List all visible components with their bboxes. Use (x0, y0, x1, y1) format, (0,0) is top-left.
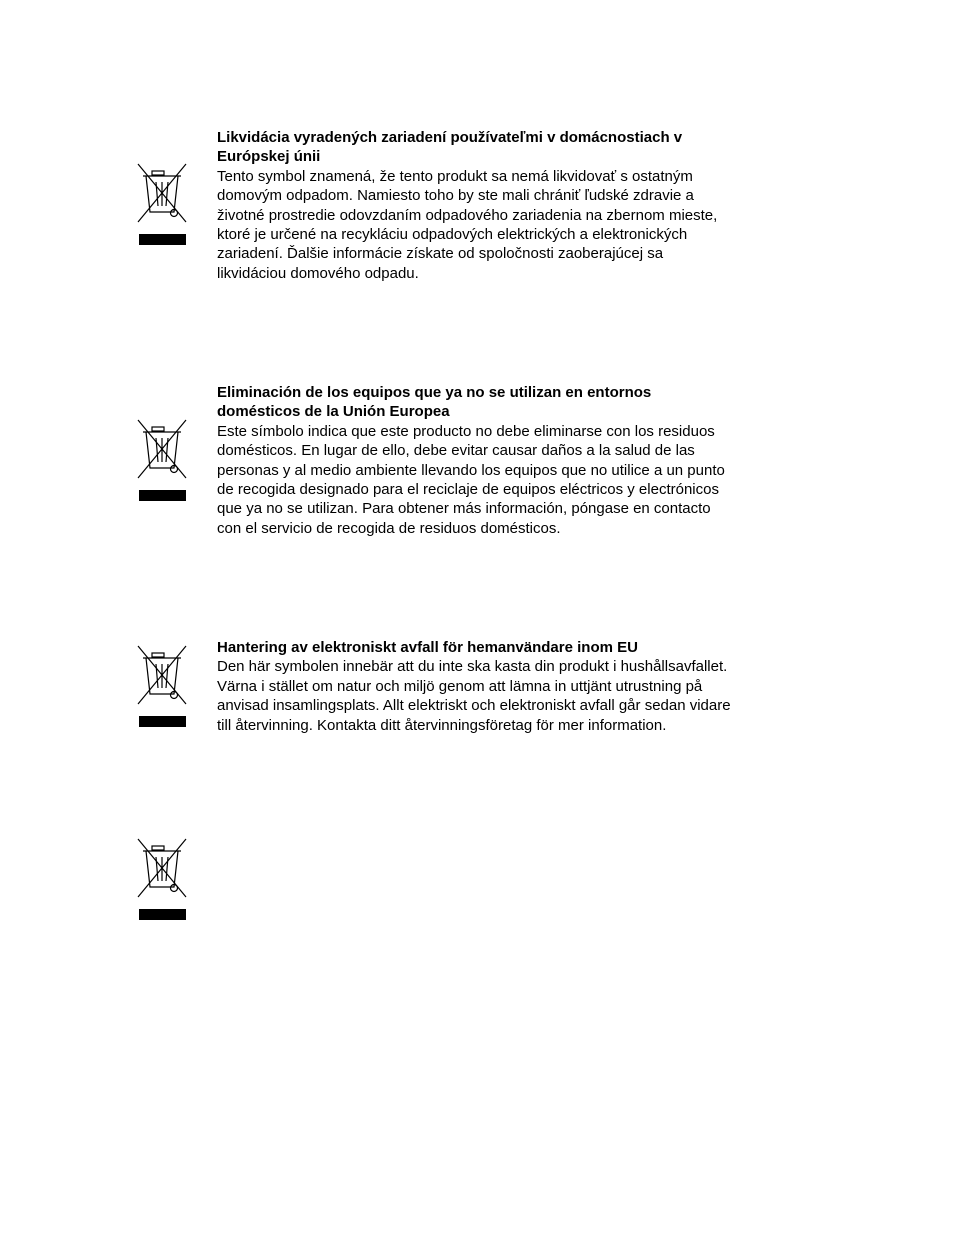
crossed-out-wheelie-bin-icon (136, 837, 190, 922)
crossed-out-wheelie-bin-icon (136, 162, 190, 247)
body-line: domovým odpadom. Namiesto toho by ste mali chrániť ľudské zdravie a (217, 187, 694, 205)
body-line: Este símbolo indica que este producto no debe eliminarse con los residuos (217, 422, 715, 440)
section-title-line: Hantering av elektroniskt avfall för hemanvändare inom EU (217, 639, 638, 656)
body-line: domésticos. En lugar de ello, debe evitar causar daños a la salud de las (217, 442, 695, 460)
section-title-line: Eliminación de los equipos que ya no se utilizan en entornos (217, 384, 652, 401)
body-line: con el servicio de recogida de residuos domésticos. (217, 519, 561, 537)
section-title-line: Likvidácia vyradených zariadení používateľmi v domácnostiach v (217, 129, 683, 146)
crossed-out-wheelie-bin-icon (136, 418, 190, 503)
body-line: Tento symbol znamená, že tento produkt sa nemá likvidovať s ostatným (217, 167, 693, 185)
body-line: životné prostredie odovzdaním odpadového zariadenia na zbernom mieste, (217, 206, 718, 224)
section-text (217, 128, 757, 283)
section-text (217, 383, 757, 538)
body-line: likvidáciou domového odpadu. (217, 264, 419, 282)
crossed-out-wheelie-bin-icon (136, 644, 190, 729)
section-text (217, 638, 757, 735)
body-line: Den här symbolen innebär att du inte ska kasta din produkt i hushållsavfallet. (217, 658, 728, 676)
body-line: zariadení. Ďalšie informácie získate od spoločnosti zaoberajúcej sa (217, 245, 664, 263)
body-line: que ya no se utilizan. Para obtener más información, póngase en contacto (217, 500, 711, 518)
body-line: anvisad insamlingsplats. Allt elektriskt och elektroniskt avfall går sedan vidare (217, 697, 731, 715)
body-line: Värna i stället om natur och miljö genom att lämna in uttjänt utrustning på (217, 677, 703, 695)
section-title-line: Európskej únii (217, 148, 321, 166)
body-line: de recogida designado para el reciclaje de equipos eléctricos y electrónicos (217, 481, 719, 499)
body-line: personas y al medio ambiente llevando los equipos que no utilice a un punto (217, 461, 725, 479)
body-line: ktoré je určené na recykláciu odpadových elektrických a elektronických (217, 226, 688, 244)
body-line: till återvinning. Kontakta ditt återvinningsföretag för mer information. (217, 716, 667, 734)
section-title-line: domésticos de la Unión Europea (217, 403, 450, 421)
